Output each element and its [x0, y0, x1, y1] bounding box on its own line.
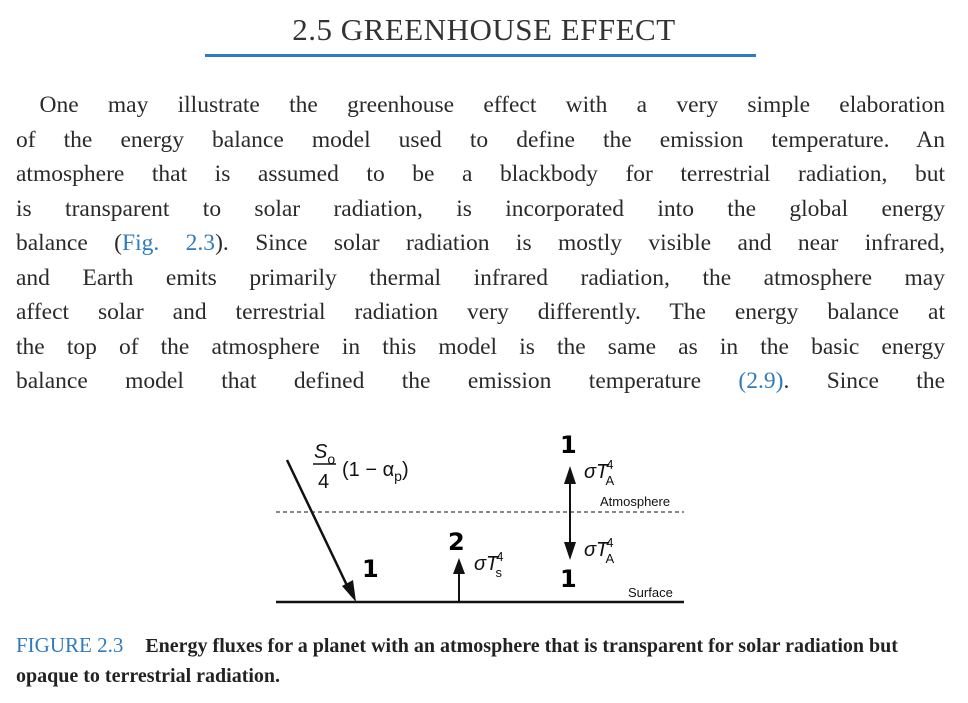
- mark-down: 1: [560, 565, 577, 593]
- paragraph-line: balance model that defined the emission temperature (2.9). Since the: [16, 368, 946, 394]
- upward-arrow-head: [564, 466, 576, 484]
- svg-text:(1 − αp): $(1 - \alpha_p)$: [342, 459, 409, 484]
- energy-flux-diagram: [270, 420, 690, 610]
- atmosphere-label: Atmosphere: [600, 494, 671, 509]
- figure-label: FIGURE 2.3: [16, 633, 124, 657]
- upward-emission-label: σT4 A: [584, 457, 615, 488]
- section-title: 2.5 GREENHOUSE EFFECT: [292, 12, 676, 47]
- title-underline: [205, 54, 756, 57]
- mark-surface-up: 2: [448, 528, 465, 556]
- paragraph-line: One may illustrate the greenhouse effect with a very simple elaboration: [39, 92, 945, 118]
- surface-arrow-head: [453, 558, 465, 574]
- figure-reference-link[interactable]: Fig. 2.3: [122, 230, 216, 256]
- paragraph-line: atmosphere that is assumed to be a blackbody for terrestrial radiation, but: [16, 161, 945, 187]
- mark-top: 1: [560, 431, 577, 459]
- svg-text:4: 4: [318, 471, 330, 493]
- caption-text: Energy fluxes for a planet with an atmosphere that is transparent for solar radiation but opaque to terrestrial radiation.: [16, 635, 898, 687]
- downward-emission-label: σT4 A: [584, 535, 615, 566]
- equation-reference-link[interactable]: (2.9): [738, 368, 784, 394]
- figure-caption: [16, 630, 946, 691]
- solar-flux-label: [313, 441, 409, 493]
- solar-arrow-head: [342, 580, 356, 602]
- paragraph-line: of the energy balance model used to define the emission temperature. An: [16, 126, 945, 153]
- surface-emission-label: σT4 s: [474, 549, 504, 580]
- mark-solar: 1: [362, 555, 379, 583]
- paragraph-line: is transparent to solar radiation, is incorporated into the global energy: [16, 195, 945, 222]
- paragraph-line: affect solar and terrestrial radiation very differently. The energy balance at: [16, 299, 945, 325]
- surface-label: Surface: [628, 585, 673, 600]
- svg-text:So: $S_o$: [314, 441, 336, 467]
- paragraph-line: and Earth emits primarily thermal infrared radiation, the atmosphere may: [16, 264, 945, 291]
- downward-arrow-head: [564, 542, 576, 560]
- paragraph-line: balance (Fig. 2.3). Since solar radiation is mostly visible and near infrared,: [16, 230, 946, 256]
- paragraph-line: the top of the atmosphere in this model is the same as in the basic energy: [16, 333, 945, 360]
- body-paragraph: [16, 88, 945, 399]
